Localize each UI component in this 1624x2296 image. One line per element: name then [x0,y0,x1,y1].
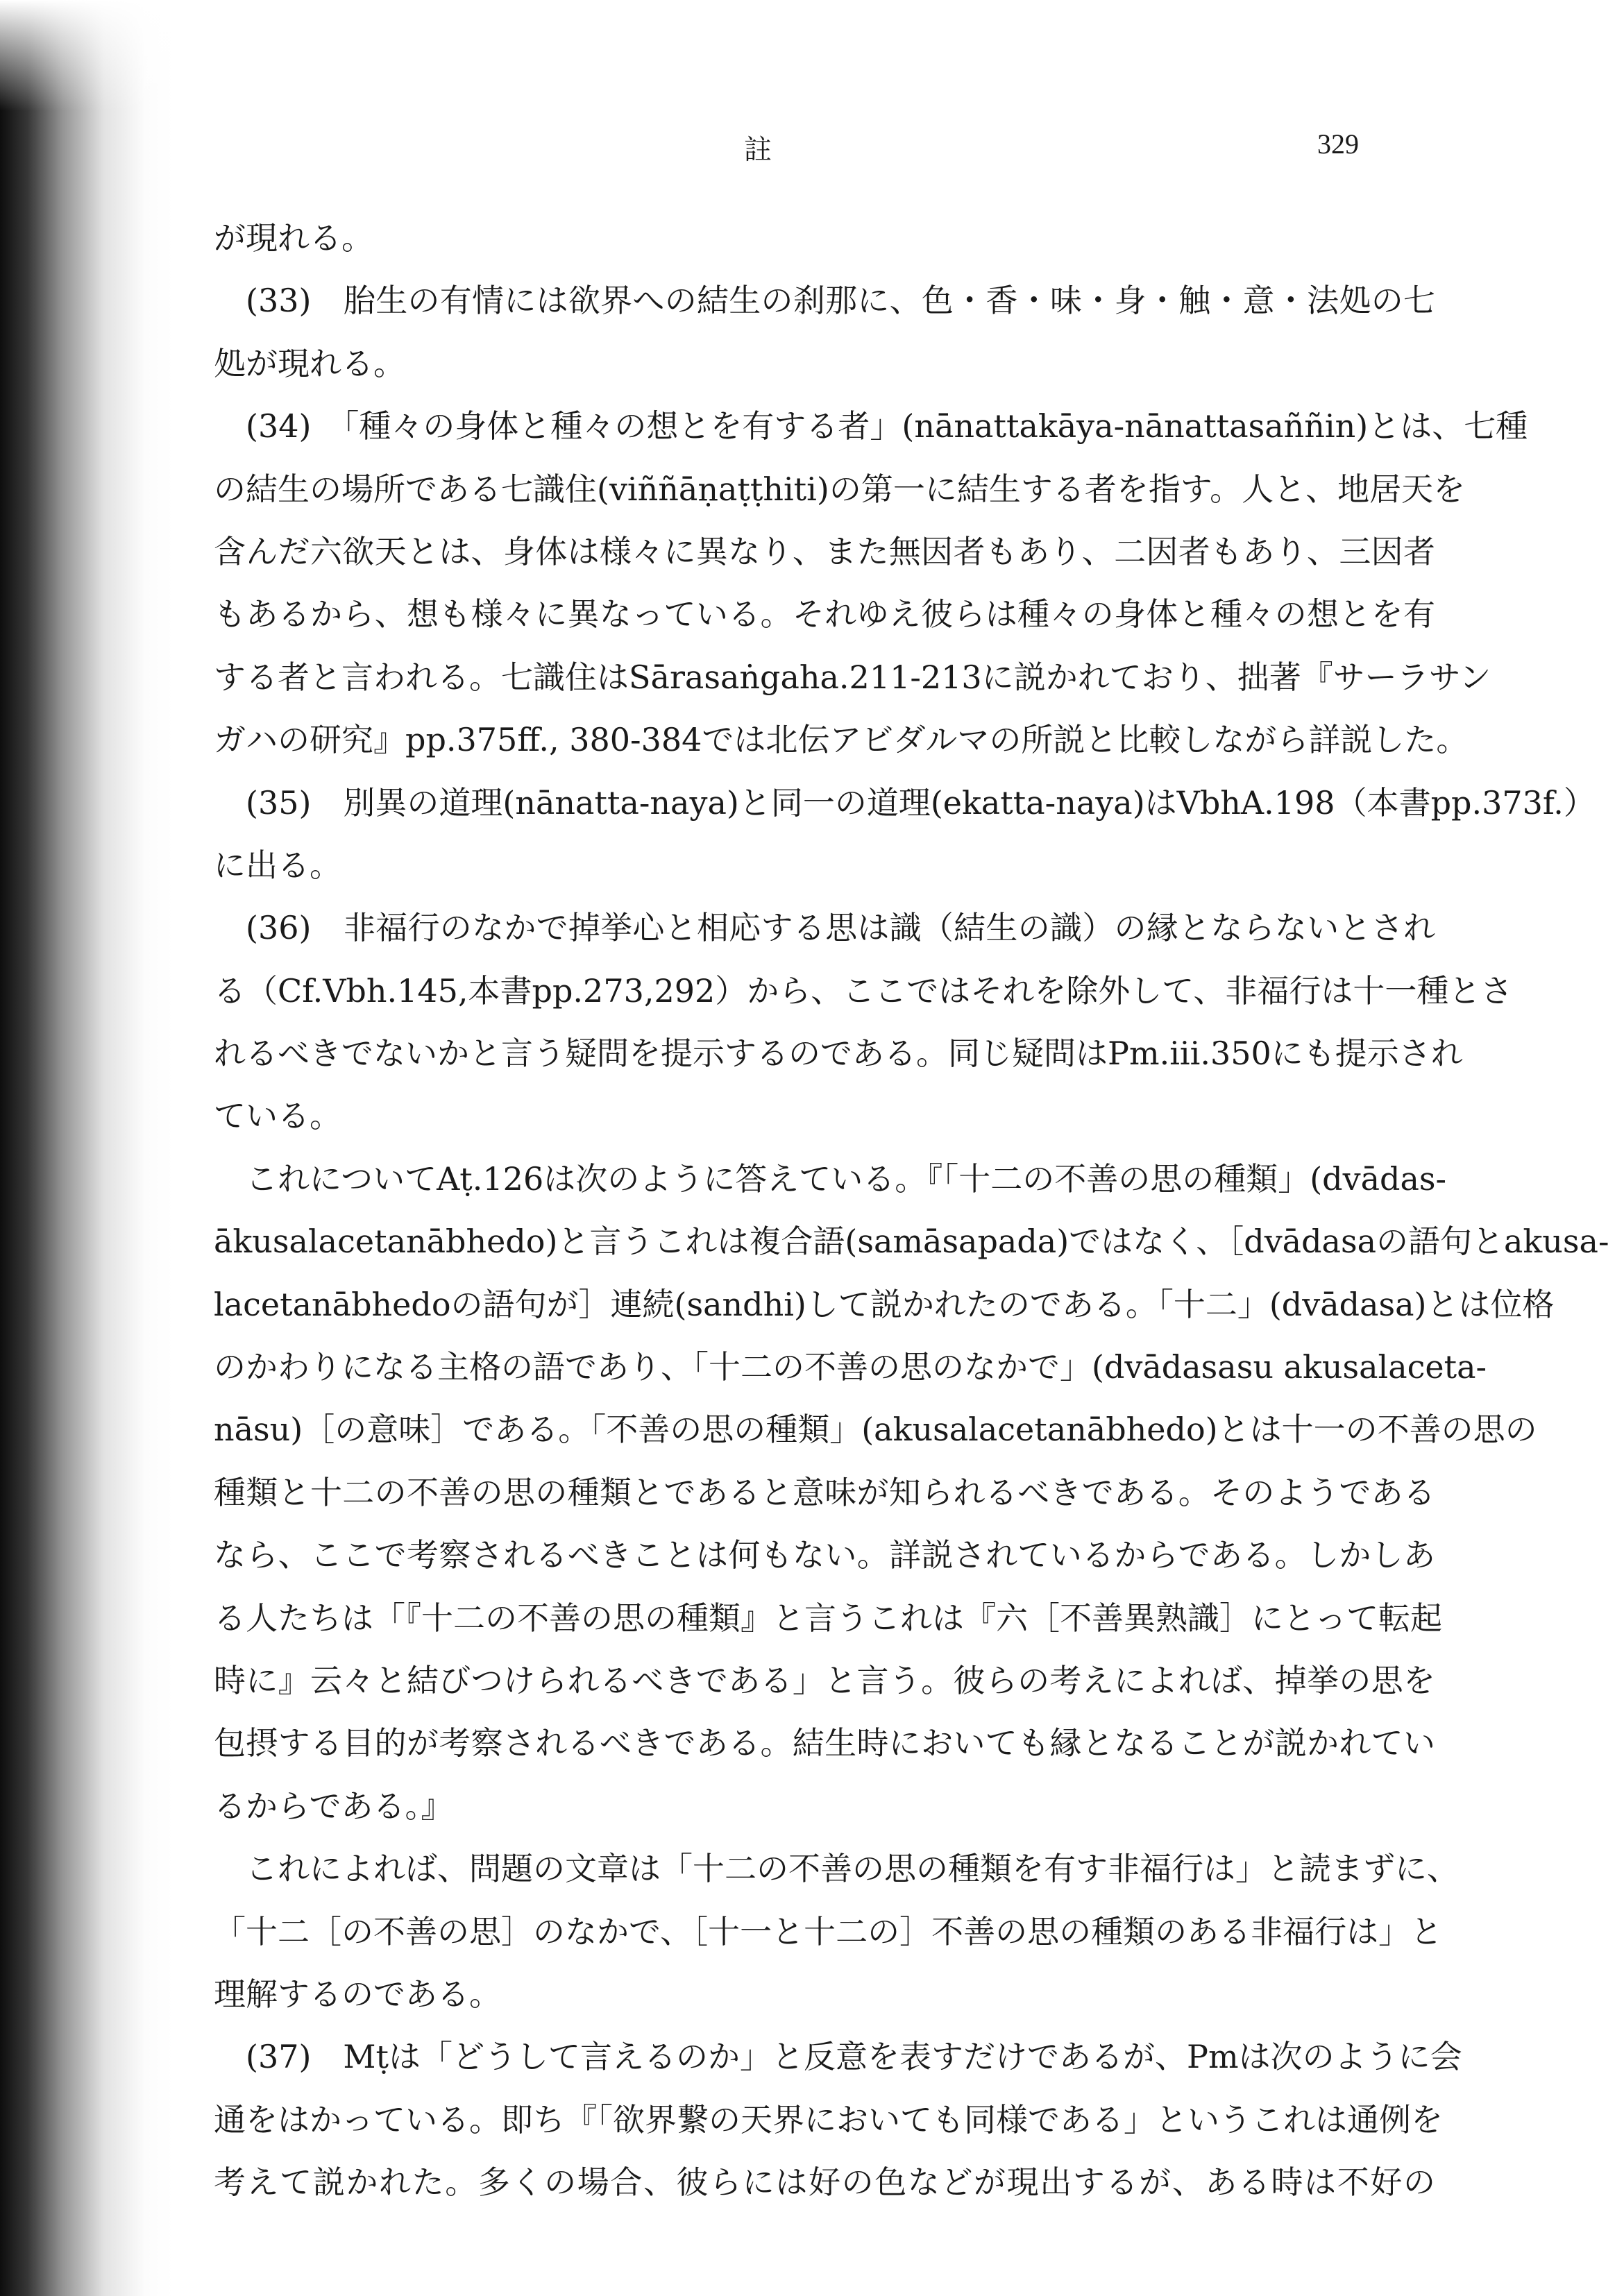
text-line: もあるから、想も様々に異なっている。それゆえ彼らは種々の身体と種々の想とを有 [214,595,1435,633]
notes-body [214,207,1609,2214]
text-line: (36) 非福行のなかで掉挙心と相応する思は識（結生の識）の縁とならないとされ [246,909,1435,947]
text-line: 包摂する目的が考察されるべきである。結生時においても縁となることが説かれてい [214,1724,1436,1762]
text-line: (35) 別異の道理(nānatta-naya)と同一の道理(ekatta-naya)はVbhA.198（本書pp.373f.） [246,783,1596,822]
text-line: るからである。』 [214,1787,453,1825]
text-line: る人たちは「『十二の不善の思の種類』と言うこれは『六［不善異熟識］にとって転起 [214,1599,1443,1637]
text-line: (34) 「種々の身体と種々の想とを有する者」(nānattakāya-nānattasaññin)とは、七種 [246,407,1528,445]
text-line: 時に』云々と結びつけられるべきである」と言う。彼らの考えによれば、掉挙の思を [214,1661,1436,1699]
text-line: 通をはかっている。即ち『「欲界繋の天界においても同様である」というこれは通例を [214,2100,1443,2138]
text-line: が現れる。 [214,219,373,257]
binding-shadow-fade [0,0,174,111]
text-line: これによれば、問題の文章は「十二の不善の思の種類を有す非福行は」と読まずに、 [246,1850,1459,1888]
text-line: ガハの研究』pp.375ff., 380-384では北伝アビダルマの所説と比較しながら詳説した。 [214,721,1469,759]
text-line: する者と言われる。七識住はSārasaṅgaha.211-213に説かれており、拙著『サーラサン [214,658,1491,696]
text-line: の結生の場所である七識住(viññāṇaṭṭhiti)の第一に結生する者を指す。人と、地居天を [214,470,1466,508]
text-line: る（Cf.Vbh.145,本書pp.273,292）から、ここではそれを除外して、非福行は十一種とさ [214,971,1513,1010]
text-line: (37) Mṭは「どうして言えるのか」と反意を表すだけであるが、Pmは次のように会 [246,2038,1462,2076]
binding-shadow [0,0,174,2296]
text-line: ākusalacetanābhedo)と言うこれは複合語(samāsapada)ではなく、［dvādasaの語句とakusa- [214,1223,1609,1261]
page-number: 329 [1317,128,1359,160]
text-line: nāsu)［の意味］である。「不善の思の種類」(akusalacetanābhedo)とは十一の不善の思の [214,1411,1537,1449]
text-line: のかわりになる主格の語であり、「十二の不善の思のなかで」(dvādasasu akusalaceta- [214,1348,1487,1386]
text-line: に出る。 [214,846,341,884]
running-header-title: 註 [744,134,775,166]
text-line: 考えて説かれた。多くの場合、彼らには好の色などが現出するが、ある時は不好の [214,2163,1435,2202]
text-line: lacetanābhedoの語句が］連続(sandhi)して説かれたのである。「十二」(dvādasa)とは位格 [214,1285,1555,1323]
text-line: 理解するのである。 [214,1975,501,2013]
text-line: これについてAṭ.126は次のように答えている。『「十二の不善の思の種類」(dvādas- [246,1159,1447,1198]
text-line: れるべきでないかと言う疑問を提示するのである。同じ疑問はPm.iii.350にも提示され [214,1035,1463,1073]
text-line: 処が現れる。 [214,344,405,382]
text-line: 「十二［の不善の思］のなかで、［十一と十二の］不善の思の種類のある非福行は」と [214,1912,1443,1950]
text-line: (33) 胎生の有情には欲界への結生の刹那に、色・香・味・身・触・意・法処の七 [246,282,1435,320]
text-line: なら、ここで考察されるべきことは何もない。詳説されているからである。しかしあ [214,1536,1435,1574]
text-line: 含んだ六欲天とは、身体は様々に異なり、また無因者もあり、二因者もあり、三因者 [214,532,1435,570]
text-line: ている。 [214,1097,341,1135]
text-line: 種類と十二の不善の思の種類とであると意味が知られるべきである。そのようである [214,1473,1435,1511]
